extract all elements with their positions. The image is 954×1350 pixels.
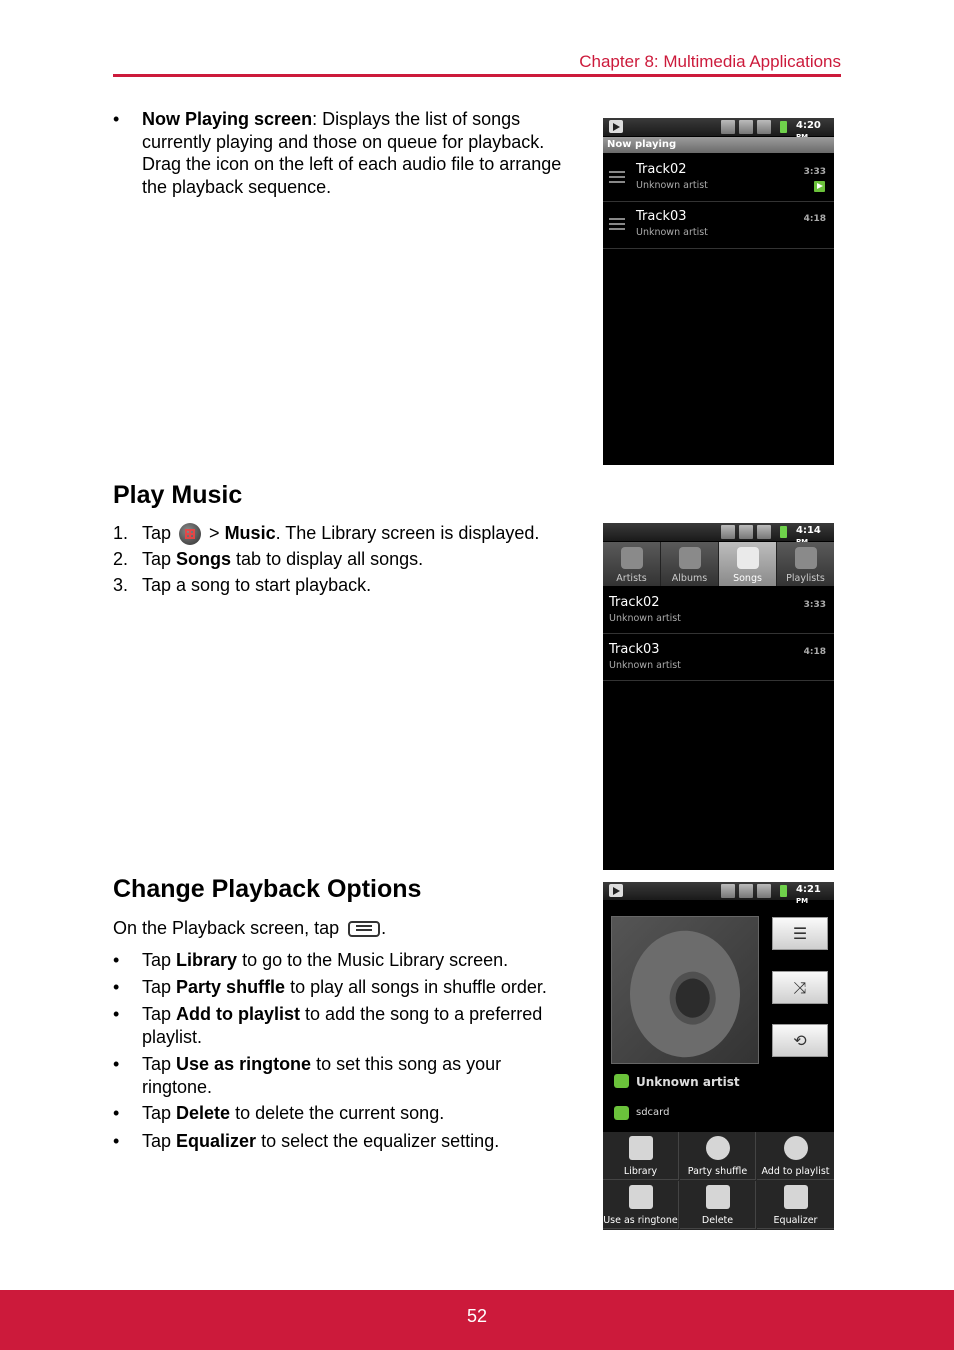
signal-icon <box>757 884 771 898</box>
data-3g-icon <box>739 525 753 539</box>
shuffle-button[interactable] <box>772 971 828 1004</box>
library-tabs <box>603 542 834 586</box>
track-artist: Unknown artist <box>636 227 708 238</box>
drag-handle-icon[interactable] <box>609 218 625 232</box>
desc-line-2: currently playing and those on queue for playback. <box>142 131 545 152</box>
playback-intro: On the Playback screen, tap . <box>113 918 387 938</box>
menu-delete[interactable]: Delete <box>680 1181 756 1229</box>
menu-key-icon <box>348 921 380 937</box>
disc-icon <box>615 913 756 1075</box>
heading-play-music: Play Music <box>113 481 243 509</box>
menu-use-as-ringtone[interactable]: Use as ringtone <box>603 1181 679 1229</box>
song-title: Track02 <box>609 595 660 610</box>
play-notification-icon <box>609 884 623 897</box>
sim-icon <box>721 884 735 898</box>
artist-name: Unknown artist <box>636 1075 740 1089</box>
page-number: 52 <box>466 1306 488 1326</box>
album-icon <box>679 547 701 569</box>
music-note-icon <box>737 547 759 569</box>
menu-party-shuffle[interactable]: Party shuffle <box>680 1132 756 1180</box>
status-time: 4:14 <box>796 525 821 536</box>
now-playing-title-bar: Now playing <box>603 137 834 153</box>
tab-songs[interactable]: Songs <box>719 542 777 586</box>
now-playing-list-button[interactable] <box>772 917 828 950</box>
artist-icon <box>614 1074 629 1088</box>
track-artist: Unknown artist <box>636 180 708 191</box>
menu-add-to-playlist[interactable]: Add to playlist <box>757 1132 834 1180</box>
now-playing-indicator-icon <box>814 181 825 192</box>
song-artist: Unknown artist <box>609 660 681 671</box>
menu-library[interactable]: Library <box>603 1132 679 1180</box>
library-songs-screenshot <box>603 523 834 870</box>
song-duration: 4:18 <box>803 647 826 657</box>
desc-line-1: : Displays the list of songs <box>312 109 521 129</box>
play-notification-icon <box>609 120 623 133</box>
delete-icon <box>706 1185 730 1209</box>
data-3g-icon <box>739 884 753 898</box>
chapter-title: Chapter 8: Multimedia Applications <box>579 52 841 71</box>
song-artist: Unknown artist <box>609 613 681 624</box>
data-3g-icon <box>739 120 753 134</box>
track-title: Track02 <box>636 162 687 177</box>
song-row[interactable] <box>603 587 834 634</box>
microphone-icon <box>621 547 643 569</box>
song-title: Track03 <box>609 642 660 657</box>
status-bar <box>603 882 834 905</box>
drag-handle-icon[interactable] <box>609 171 625 185</box>
term-now-playing: Now Playing screen <box>142 109 313 129</box>
playlist-icon <box>795 547 817 569</box>
desc-line-4: the playback sequence. <box>142 176 332 197</box>
list-icon: ☰ <box>792 924 808 943</box>
party-shuffle-icon <box>706 1136 730 1160</box>
tab-artists[interactable]: Artists <box>603 542 661 586</box>
apps-launcher-icon <box>179 523 201 545</box>
shuffle-icon: ⤨ <box>793 978 807 997</box>
status-time: 4:20 <box>796 120 821 131</box>
menu-equalizer[interactable]: Equalizer <box>757 1181 834 1229</box>
song-row[interactable] <box>603 634 834 681</box>
track-duration: 4:18 <box>803 214 826 224</box>
signal-icon <box>757 525 771 539</box>
page-footer <box>0 1290 954 1350</box>
tab-playlists[interactable]: Playlists <box>777 542 834 586</box>
desc-line-3: Drag the icon on the left of each audio file to arrange <box>142 154 562 174</box>
album-small-icon <box>614 1106 629 1120</box>
ringtone-icon <box>629 1185 653 1209</box>
sim-icon <box>721 120 735 134</box>
playback-screenshot <box>603 882 834 1230</box>
equalizer-icon <box>784 1185 808 1209</box>
album-art <box>611 916 759 1064</box>
status-bar <box>603 118 834 136</box>
status-time: 4:21 PM <box>796 884 821 905</box>
library-icon <box>629 1136 653 1160</box>
repeat-icon: ⟲ <box>793 1031 807 1050</box>
header-rule <box>113 74 841 77</box>
track-title: Track03 <box>636 209 687 224</box>
track-row[interactable] <box>603 202 834 249</box>
status-bar <box>603 523 834 541</box>
battery-icon <box>780 885 787 897</box>
battery-icon <box>780 526 787 538</box>
repeat-button[interactable] <box>772 1024 828 1057</box>
add-icon <box>784 1136 808 1160</box>
now-playing-screenshot <box>603 118 834 465</box>
options-menu <box>603 1132 834 1230</box>
heading-change-playback-options: Change Playback Options <box>113 875 422 903</box>
song-duration: 3:33 <box>803 600 826 610</box>
album-name: sdcard <box>636 1107 670 1118</box>
bullet-dot: • <box>113 109 120 129</box>
battery-icon <box>780 121 787 133</box>
sim-icon <box>721 525 735 539</box>
signal-icon <box>757 120 771 134</box>
track-duration: 3:33 <box>803 167 826 177</box>
tab-albums[interactable]: Albums <box>661 542 719 586</box>
track-row[interactable] <box>603 155 834 202</box>
